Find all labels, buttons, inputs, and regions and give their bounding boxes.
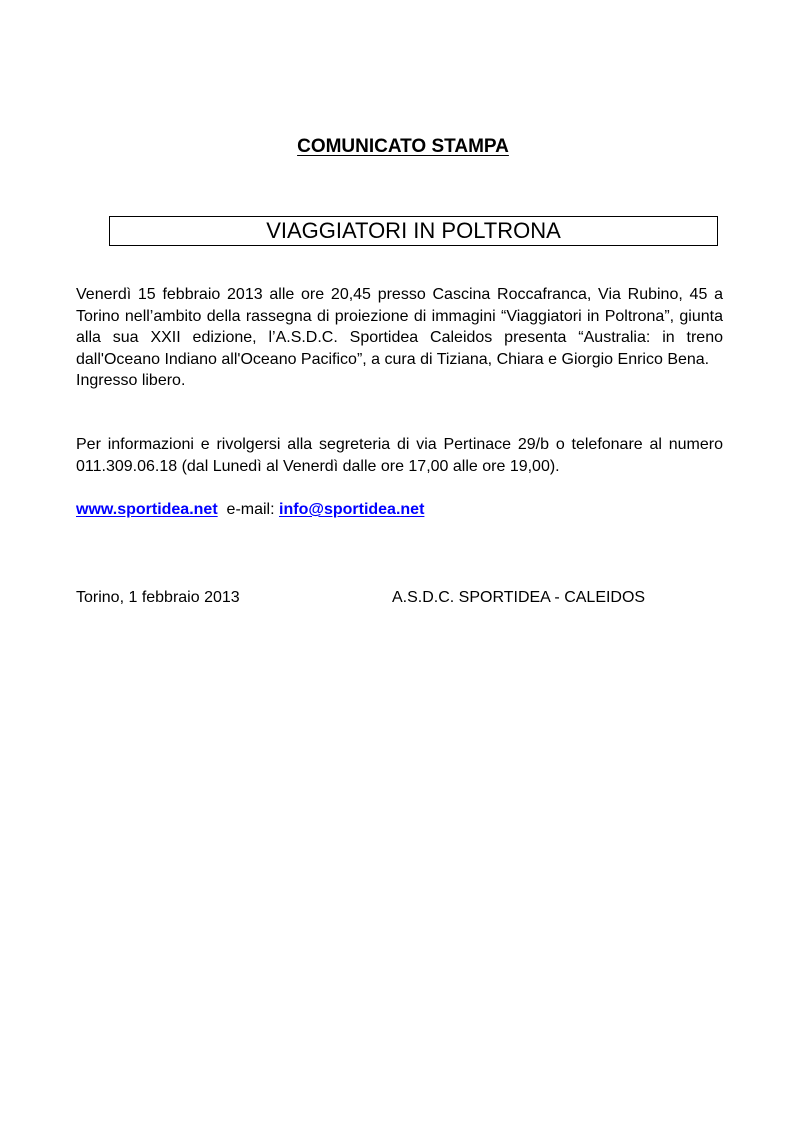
document-heading: COMUNICATO STAMPA [297,136,509,157]
organization-signature: A.S.D.C. SPORTIDEA - CALEIDOS [392,589,646,606]
place-date: Torino, 1 febbraio 2013 [76,589,240,606]
event-description-paragraph [76,284,723,392]
website-link[interactable]: www.sportidea.net [76,501,218,518]
email-link[interactable]: info@sportidea.net [279,501,425,518]
contact-links-line [76,499,424,521]
contact-info-paragraph [76,434,723,477]
event-description-text: Venerdì 15 febbraio 2013 alle ore 20,45 presso Cascina Roccafranca, Via Rubino, 45 a Torino nell’ambito della rassegna di proiezione di immagini “Viaggiatori in Poltrona”, giunta alla sua XXII edizione, l’A.S.D.C. Sportidea Caleidos presenta “Australia: in treno dall'Oceano Indiano all'Oceano Pacifico”, a cura di Tiziana, Chiara e Giorgio Enrico Bena. [76,286,723,368]
contact-info-text: Per informazioni e rivolgersi alla segreteria di via Pertinace 29/b o telefonare al numero 011.309.06.18 (dal Lunedì al Venerdì dalle ore 17,00 alle ore 19,00). [76,436,723,475]
entry-info-text: Ingresso libero. [76,372,186,390]
event-title: VIAGGIATORI IN POLTRONA [266,218,561,243]
email-label: e-mail: [226,501,275,518]
event-title-box [109,216,718,246]
